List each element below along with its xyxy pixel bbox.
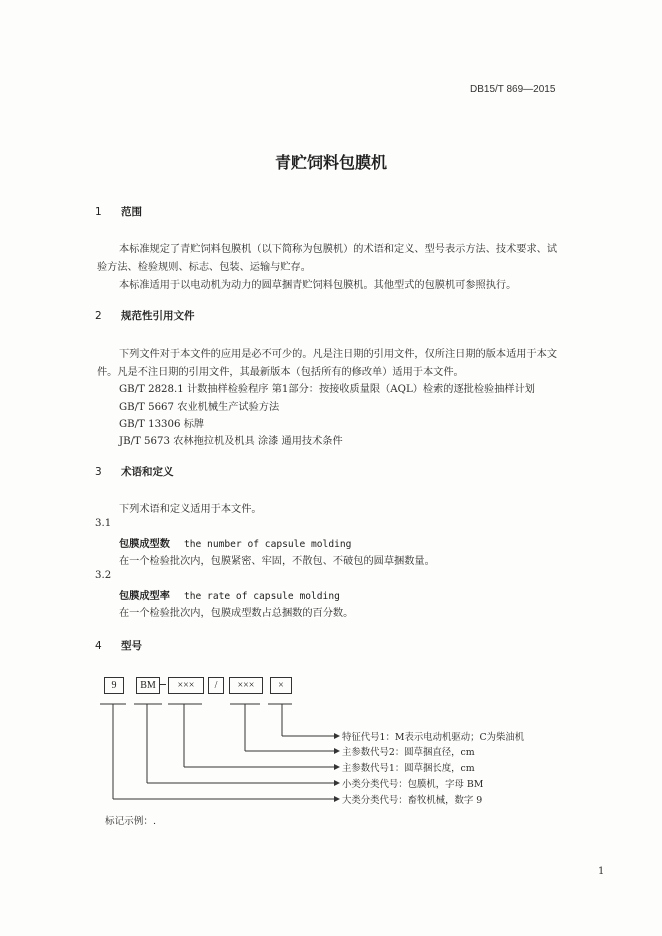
page-title: 青贮饲料包膜机 bbox=[274, 153, 387, 172]
scope-paragraph-line: 验方法、检验规则、标志、包装、运输与贮存。 bbox=[97, 262, 311, 273]
section-number: 1 bbox=[95, 206, 102, 218]
model-legend-item: 小类分类代号：包膜机，字母 BM bbox=[342, 779, 484, 790]
reference-item: GB/T 2828.1 计数抽样检验程序 第1部分：按接收质量限（AQL）检索的逐批检验抽样计划 bbox=[119, 384, 535, 395]
model-legend-item: 主参数代号1：圆草捆长度，cm bbox=[342, 763, 475, 774]
document-code: DB15/T 869—2015 bbox=[470, 84, 556, 95]
section-number: 4 bbox=[95, 640, 102, 652]
reference-item: GB/T 13306 标牌 bbox=[119, 419, 205, 430]
model-code-box-main-param-2: ××× bbox=[229, 677, 263, 694]
reference-item: GB/T 5667 农业机械生产试验方法 bbox=[119, 402, 280, 413]
model-code-box-slash: / bbox=[208, 677, 224, 694]
term-name-en: the rate of capsule molding bbox=[183, 591, 340, 602]
term-name-en: the number of capsule molding bbox=[183, 539, 352, 550]
model-code-box-main-param-1: ××× bbox=[168, 677, 204, 694]
term-number: 3.1 bbox=[95, 518, 112, 529]
model-code-box-feature: × bbox=[270, 677, 292, 694]
model-legend-item: 特征代号1：M表示电动机驱动；C为柴油机 bbox=[342, 732, 525, 743]
term-name-zh: 包膜成型数 bbox=[119, 539, 170, 550]
model-code-separator bbox=[159, 684, 166, 685]
section-title: 范围 bbox=[121, 206, 142, 218]
section-number: 2 bbox=[95, 310, 102, 322]
terms-intro: 下列术语和定义适用于本文件。 bbox=[119, 504, 262, 515]
model-code-box-sub-class: BM bbox=[136, 677, 160, 694]
scope-paragraph-line: 本标准适用于以电动机为动力的圆草捆青贮饲料包膜机。其他型式的包膜机可参照执行。 bbox=[119, 280, 517, 291]
term-definition: 在一个检验批次内，包膜紧密、牢固，不散包、不破包的圆草捆数量。 bbox=[119, 556, 435, 567]
page-number: 1 bbox=[598, 866, 605, 877]
term-number: 3.2 bbox=[95, 570, 112, 581]
scope-paragraph-line: 本标准规定了青贮饲料包膜机（以下简称为包膜机）的术语和定义、型号表示方法、技术要求、试 bbox=[119, 244, 558, 255]
section-title: 型号 bbox=[121, 640, 142, 652]
term-name-zh: 包膜成型率 bbox=[119, 591, 170, 602]
model-code-box-main-class: 9 bbox=[104, 677, 124, 694]
section-title: 规范性引用文件 bbox=[121, 310, 195, 322]
references-paragraph-line: 件。凡是不注日期的引用文件，其最新版本（包括所有的修改单）适用于本文件。 bbox=[97, 367, 464, 378]
term-definition: 在一个检验批次内，包膜成型数占总捆数的百分数。 bbox=[119, 608, 354, 619]
model-legend-item: 大类分类代号：畜牧机械，数字 9 bbox=[342, 795, 483, 806]
section-number: 3 bbox=[95, 466, 102, 478]
references-paragraph-line: 下列文件对于本文件的应用是必不可少的。凡是注日期的引用文件，仅所注日期的版本适用于本文 bbox=[119, 349, 558, 360]
section-title: 术语和定义 bbox=[121, 466, 174, 478]
reference-item: JB/T 5673 农林拖拉机及机具 涂漆 通用技术条件 bbox=[119, 436, 343, 447]
marking-example-label: 标记示例：. bbox=[105, 816, 157, 827]
model-legend-item: 主参数代号2：圆草捆直径，cm bbox=[342, 747, 475, 758]
